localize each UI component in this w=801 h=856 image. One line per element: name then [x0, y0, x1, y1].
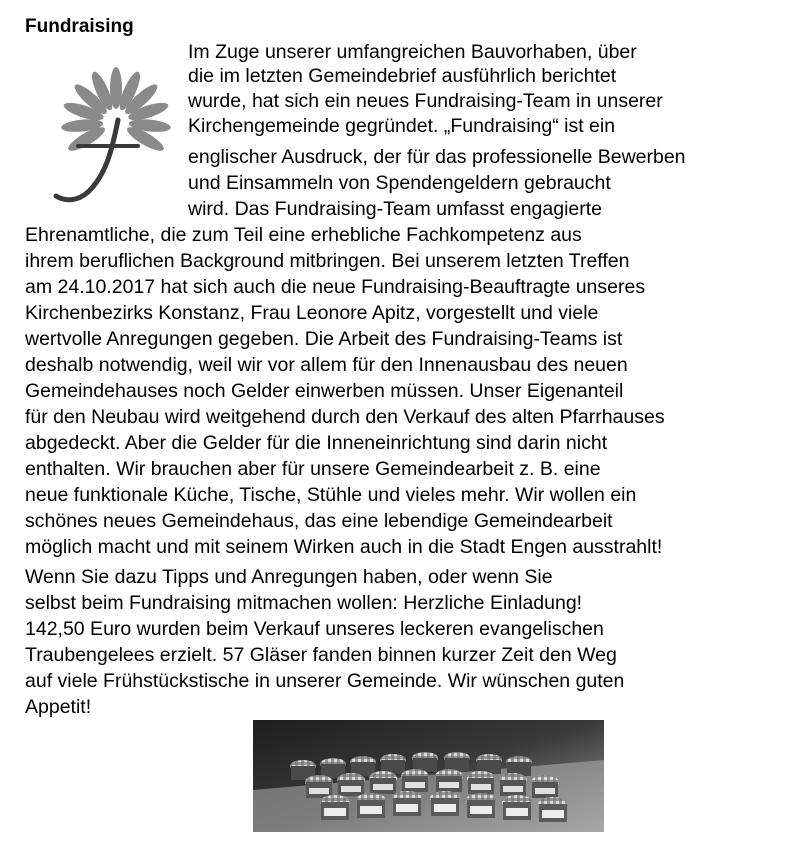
- article-line: Kirchengemeinde gegründet. „Fundraising“ ist ein: [188, 115, 616, 137]
- article-line: wertvolle Anregungen gegeben. Die Arbeit des Fundraising-Teams ist: [25, 328, 623, 350]
- article-line: deshalb notwendig, weil wir vor allem für den Innenausbau des neuen: [25, 354, 628, 376]
- article-line: für den Neubau wird weitgehend durch den Verkauf des alten Pfarrhauses: [25, 406, 665, 428]
- fundraising-flower-logo: [26, 60, 176, 210]
- article-line: die im letzten Gemeindebrief ausführlich berichtet: [188, 65, 617, 87]
- article-line: Ehrenamtliche, die zum Teil eine erhebliche Fachkompetenz aus: [25, 224, 582, 246]
- article-line: selbst beim Fundraising mitmachen wollen: Herzliche Einladung!: [25, 592, 583, 614]
- article-line: schönes neues Gemeindehaus, das eine lebendige Gemeindearbeit: [25, 510, 613, 532]
- article-line: möglich macht und mit seinem Wirken auch in die Stadt Engen ausstrahlt!: [25, 536, 663, 558]
- jam-jars-photo: [253, 720, 604, 832]
- article-line: englischer Ausdruck, der für das professionelle Bewerben: [188, 146, 686, 168]
- article-line: Traubengelees erzielt. 57 Gläser fanden binnen kurzer Zeit den Weg: [25, 644, 617, 666]
- article-title: Fundraising: [25, 16, 134, 37]
- article-line: Kirchenbezirks Konstanz, Frau Leonore Apitz, vorgestellt und viele: [25, 302, 599, 324]
- article-line: abgedeckt. Aber die Gelder für die Inneneinrichtung sind darin nicht: [25, 432, 608, 454]
- article-line: auf viele Frühstückstische in unserer Gemeinde. Wir wünschen guten: [25, 670, 625, 692]
- article-line: am 24.10.2017 hat sich auch die neue Fundraising-Beauftragte unseres: [25, 276, 646, 298]
- article-line: enthalten. Wir brauchen aber für unsere Gemeindearbeit z. B. eine: [25, 458, 601, 480]
- article-line: Appetit!: [25, 696, 92, 718]
- article-line: Gemeindehauses noch Gelder einwerben müssen. Unser Eigenanteil: [25, 380, 624, 402]
- article-line: und Einsammeln von Spendengeldern gebraucht: [188, 172, 611, 194]
- article-line: wurde, hat sich ein neues Fundraising-Team in unserer: [188, 90, 663, 112]
- article-line: Wenn Sie dazu Tipps und Anregungen haben, oder wenn Sie: [25, 566, 553, 588]
- article-line: neue funktionale Küche, Tische, Stühle und vieles mehr. Wir wollen ein: [25, 484, 637, 506]
- article-line: ihrem beruflichen Background mitbringen. Bei unserem letzten Treffen: [25, 250, 630, 272]
- article-line: 142,50 Euro wurden beim Verkauf unseres leckeren evangelischen: [25, 618, 604, 640]
- article-line: wird. Das Fundraising-Team umfasst engagierte: [188, 198, 603, 220]
- article-line: Im Zuge unserer umfangreichen Bauvorhaben, über: [188, 41, 637, 63]
